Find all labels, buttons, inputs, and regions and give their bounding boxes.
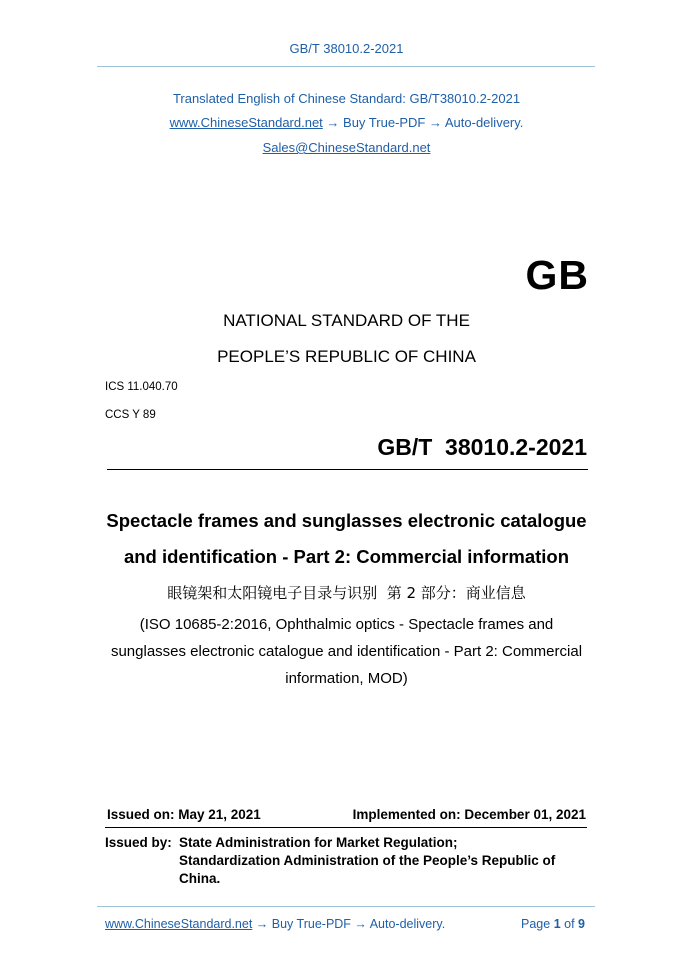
running-header: GB/T 38010.2-2021	[289, 41, 404, 56]
implemented-date: Implemented on: December 01, 2021	[352, 807, 586, 822]
promo-line: Translated English of Chinese Standard: GB/T38010.2-2021	[172, 91, 521, 106]
page-total: 9	[578, 917, 585, 931]
ics-code: ICS 11.040.70	[105, 381, 178, 393]
footer-buy-text: → Buy True-PDF → Auto-delivery.	[252, 917, 446, 931]
national-standard-line2: PEOPLE’S REPUBLIC OF CHINA	[217, 347, 476, 366]
footer-buy-line	[105, 917, 445, 931]
issued-by-label: Issued by:	[105, 835, 172, 850]
promo-buy-text: → Buy True-PDF → Auto-delivery.	[322, 115, 524, 130]
ccs-code: CCS Y 89	[105, 409, 156, 421]
promo-email-line	[0, 140, 693, 155]
standard-number-rule	[107, 469, 588, 470]
page-of: of	[564, 917, 575, 931]
dates-rule	[105, 827, 587, 828]
page-label: Page	[521, 917, 551, 931]
english-title-line2: and identification - Part 2: Commercial information	[123, 546, 570, 567]
standard-number: GB/T 38010.2-2021	[377, 434, 587, 460]
issuer-line1: State Administration for Market Regulation;	[179, 835, 458, 850]
footer-site-link[interactable]: www.ChineseStandard.net	[105, 917, 253, 931]
english-title-line1: Spectacle frames and sunglasses electronic catalogue	[106, 510, 587, 531]
issuer-line3: China.	[179, 871, 221, 886]
iso-reference-line3: information, MOD)	[285, 670, 408, 687]
promo-buy-line	[0, 115, 693, 130]
email-link[interactable]: Sales@ChineseStandard.net	[262, 140, 431, 155]
iso-reference-line2: sunglasses electronic catalogue and identification - Part 2: Commercial	[110, 643, 583, 660]
header-divider	[97, 66, 595, 67]
footer-divider	[97, 906, 595, 907]
national-standard-line1: NATIONAL STANDARD OF THE	[223, 311, 470, 330]
chinese-title: 眼镜架和太阳镜电子目录与识别 第 2 部分：商业信息	[167, 584, 526, 602]
site-link[interactable]: www.ChineseStandard.net	[169, 115, 323, 130]
issued-date: Issued on: May 21, 2021	[107, 807, 261, 822]
issuer-line2: Standardization Administration of the People’s Republic of	[179, 853, 556, 868]
gb-logo: GB	[525, 252, 589, 298]
iso-reference-line1: (ISO 10685-2:2016, Ophthalmic optics - Spectacle frames and	[139, 616, 554, 633]
page-current: 1	[553, 917, 561, 931]
page-indicator	[521, 917, 585, 931]
